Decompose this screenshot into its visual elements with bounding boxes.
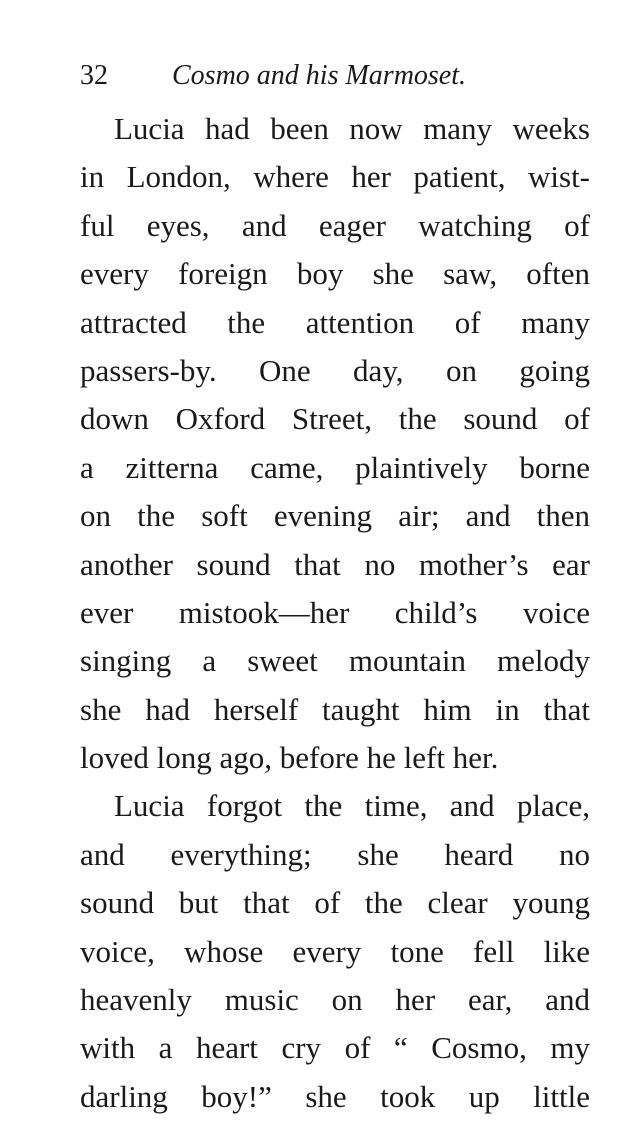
text-line: darling boy!” she took up little xyxy=(80,1078,590,1114)
text-line: heavenly music on her ear, and xyxy=(80,982,590,1018)
text-line: sound but that of the clear young xyxy=(80,885,590,921)
text-line: a zitterna came, plaintively borne xyxy=(80,449,590,485)
text-line: ful eyes, and eager watching of xyxy=(80,207,590,243)
text-line: singing a sweet mountain melody xyxy=(80,643,590,679)
running-head xyxy=(80,56,590,96)
text-line: passers-by. One day, on going xyxy=(80,352,590,388)
text-line: loved long ago, before he left her. xyxy=(80,740,499,776)
text-line: Lucia had been now many weeks xyxy=(114,111,590,146)
text-line: another sound that no mother’s ear xyxy=(80,546,590,582)
text-line: ever mistook—her child’s voice xyxy=(80,594,590,630)
text-line: voice, whose every tone fell like xyxy=(80,933,590,969)
text-line: with a heart cry of “ Cosmo, my xyxy=(80,1030,590,1066)
text-line: on the soft evening air; and then xyxy=(80,498,590,534)
text-line: and everything; she heard no xyxy=(80,836,590,872)
page-number: 32 xyxy=(80,60,108,91)
text-line: in London, where her patient, wist- xyxy=(80,159,590,195)
text-line: Lucia forgot the time, and place, xyxy=(114,788,590,824)
text-line: attracted the attention of many xyxy=(80,304,590,340)
text-line: down Oxford Street, the sound of xyxy=(80,401,590,437)
running-title: Cosmo and his Marmoset. xyxy=(172,60,467,91)
body-text xyxy=(80,105,590,1121)
text-line: she had herself taught him in that xyxy=(80,691,590,727)
text-line: every foreign boy she saw, often xyxy=(80,256,590,292)
